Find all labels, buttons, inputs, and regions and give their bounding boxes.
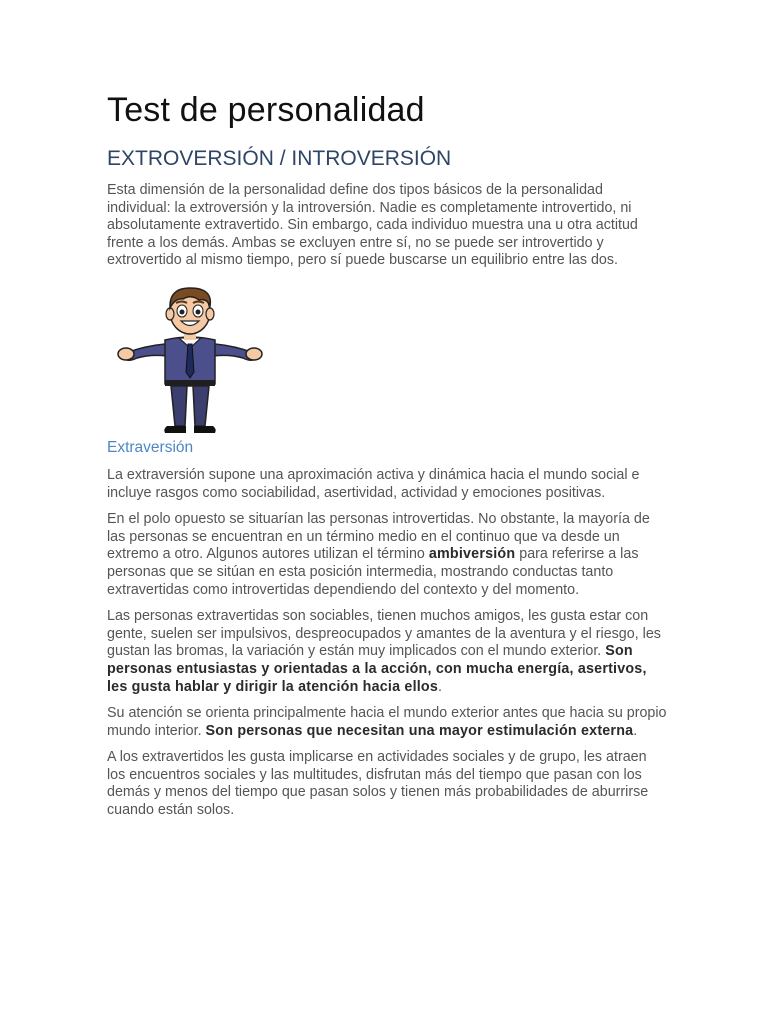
paragraph-3-text-a: Las personas extravertidas son sociables, tienen muchos amigos, les gusta estar con gente, suelen ser impulsivos, despreocupados y amantes de la aventura y el riesgo, les gustan las bromas, la variación y están muy implicados con el mundo exterior. [107,608,661,660]
cartoon-man-illustration [115,284,265,436]
paragraph-4 [107,705,667,740]
document-content [107,88,667,820]
paragraph-2 [107,511,667,599]
paragraph-1: La extraversión supone una aproximación activa y dinámica hacia el mundo social e incluye rasgos como sociabilidad, asertividad, actividad y emociones positivas. [107,466,640,501]
intro-paragraph: Esta dimensión de la personalidad define dos tipos básicos de la personalidad individual: la extroversión y la introversión. Nadie es completamente introvertido, ni absolutamente extravertido. Sin embargo, cada individuo muestra una u otra actitud frente a los demás. Ambas se excluyen entre sí, no se puede ser introvertido y extrovertido al mismo tiempo, pero sí puede buscarse un equilibrio entre las dos. [107,182,638,269]
paragraph-3-text-b: . [438,678,442,695]
paragraph-5: A los extravertidos les gusta implicarse en actividades sociales y de grupo, les atraen los encuentros sociales y las multitudes, disfrutan más del tiempo que pasan con los demás y menos del tiempo que pasan solos y tienen más probabilidades de aburrirse cuando están solos. [107,749,649,819]
paragraph-4-text-a: Su atención se orienta principalmente hacia el mundo exterior antes que hacia su propio mundo interior. [107,705,667,739]
paragraph-2-text-a: En el polo opuesto se situarían las personas introvertidas. No obstante, la mayoría de las personas se encuentran en un término medio en el continuo que va desde un extremo a otro. Algunos autores utilizan el término [107,511,650,563]
paragraph-3 [107,608,667,696]
subheading-extraversion: Extraversión [107,438,194,456]
paragraph-2-bold: ambiversión [428,546,516,563]
paragraph-4-bold: Son personas que necesitan una mayor estimulación externa [205,722,634,739]
section-heading: EXTROVERSIÓN / INTROVERSIÓN [107,147,452,170]
cartoon-man-open-arms-icon [115,284,265,436]
page-title: Test de personalidad [107,91,425,129]
paragraph-4-text-b: . [633,722,638,739]
paragraph-2-text-b: para referirse a las personas que se sitúan en esta posición intermedia, mostrando conductas tanto extravertidas como introvertidas dependiendo del contexto y del momento. [107,546,639,598]
paragraph-3-bold: Son personas entusiastas y orientadas a la acción, con mucha energía, asertivos, les gusta hablar y dirigir la atención hacia ellos [107,643,647,695]
